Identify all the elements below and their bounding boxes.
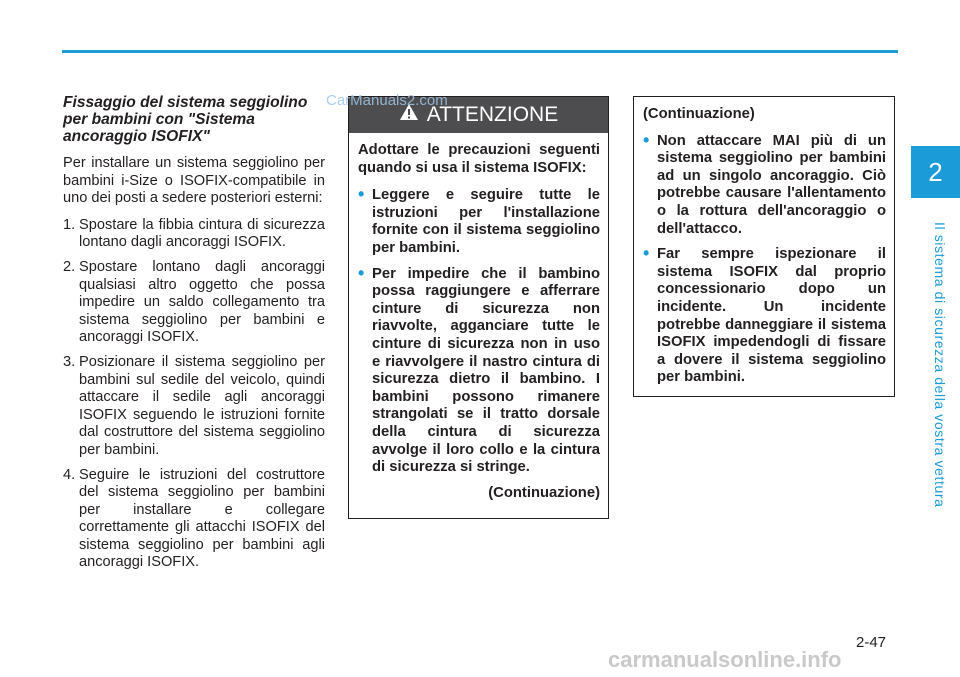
- chapter-number: 2: [928, 156, 943, 187]
- step-number: 1.: [63, 216, 76, 233]
- continuation-item: • Far sempre ispezionare il sistema ISOFIX dal proprio concessionario dopo un incidente. Un incidente potrebbe danneggiare il sistema ISOFIX impedendogli di fissare a dovere il sistema seggiolino per bambini.: [643, 246, 886, 387]
- step-number: 2.: [63, 258, 76, 275]
- step-item: [63, 217, 325, 252]
- step-item: [63, 354, 325, 460]
- warning-list: [358, 187, 600, 477]
- continuation-box: [633, 96, 895, 397]
- warning-item: • Leggere e seguire tutte le istruzioni per l'installazione fornite con il sistema seggiolino per bambini.: [358, 187, 600, 257]
- step-number: 3.: [63, 353, 76, 370]
- watermark-bottom: carmanualsonline.info: [608, 647, 842, 672]
- step-text: Posizionare il sistema seggiolino per bambini sul sedile del veicolo, quindi attaccare il sedile agli ancoraggi ISOFIX seguendo le istruzioni fornite dal costruttore del sistema seggiolino per bambini.: [79, 353, 325, 458]
- warning-intro: Adottare le precauzioni seguenti quando si usa il sistema ISOFIX:: [358, 142, 600, 176]
- watermark-top: CarManuals2.com: [326, 92, 448, 109]
- step-item: [63, 259, 325, 347]
- continuation-list: [643, 133, 886, 387]
- continued-label: (Continuazione): [488, 484, 600, 501]
- step-text: Spostare la fibbia cintura di sicurezza lontano dagli ancoraggi ISOFIX.: [79, 216, 325, 251]
- main-column: [63, 94, 325, 579]
- step-number: 4.: [63, 466, 76, 483]
- continuation-label: (Continuazione): [643, 106, 755, 122]
- section-intro: Per installare un sistema seggiolino per bambini i-Size o ISOFIX-compatibile in uno dei posti a sedere posteriori esterni:: [63, 155, 325, 207]
- step-item: [63, 467, 325, 573]
- header-rule: [62, 50, 898, 53]
- chapter-number-tab: [911, 146, 960, 198]
- page-number: 2-47: [856, 634, 887, 651]
- section-heading: Fissaggio del sistema seggiolino per bambini con "Sistema ancoraggio ISOFIX": [63, 94, 308, 145]
- step-text: Seguire le istruzioni del costruttore del sistema seggiolino per bambini per installare e collegare correttamente gli attacchi ISOFIX del sistema seggiolino per bambini agli ancoraggi ISOFIX.: [79, 466, 325, 571]
- warning-title: ATTENZIONE: [426, 103, 559, 126]
- step-text: Spostare lontano dagli ancoraggi qualsiasi altro oggetto che possa impedire un saldo collegamento tra sistema seggiolino per bambini e ancoraggi ISOFIX.: [79, 258, 325, 346]
- warning-box: [348, 96, 609, 519]
- warning-body: [349, 133, 608, 502]
- warning-item: • Per impedire che il bambino possa raggiungere e afferrare cinture di sicurezza non riavvolte, agganciare tutte le cinture di sicurezza non in uso e riavvolgere il nastro cintura di sicurezza dietro il bambino. I bambini possono rimanere strangolati se il tratto dorsale della cintura di sicurezza avvolge il loro collo e la cintura di sicurezza si stringe.: [358, 266, 600, 477]
- continuation-item: • Non attaccare MAI più di un sistema seggiolino per bambini ad un singolo ancoraggio. Ciò potrebbe causare l'allentamento o la rottura dell'ancoraggio o dell'attacco.: [643, 133, 886, 239]
- chapter-title: Il sistema di sicurezza della vostra vettura: [932, 222, 948, 508]
- steps-list: [63, 217, 325, 572]
